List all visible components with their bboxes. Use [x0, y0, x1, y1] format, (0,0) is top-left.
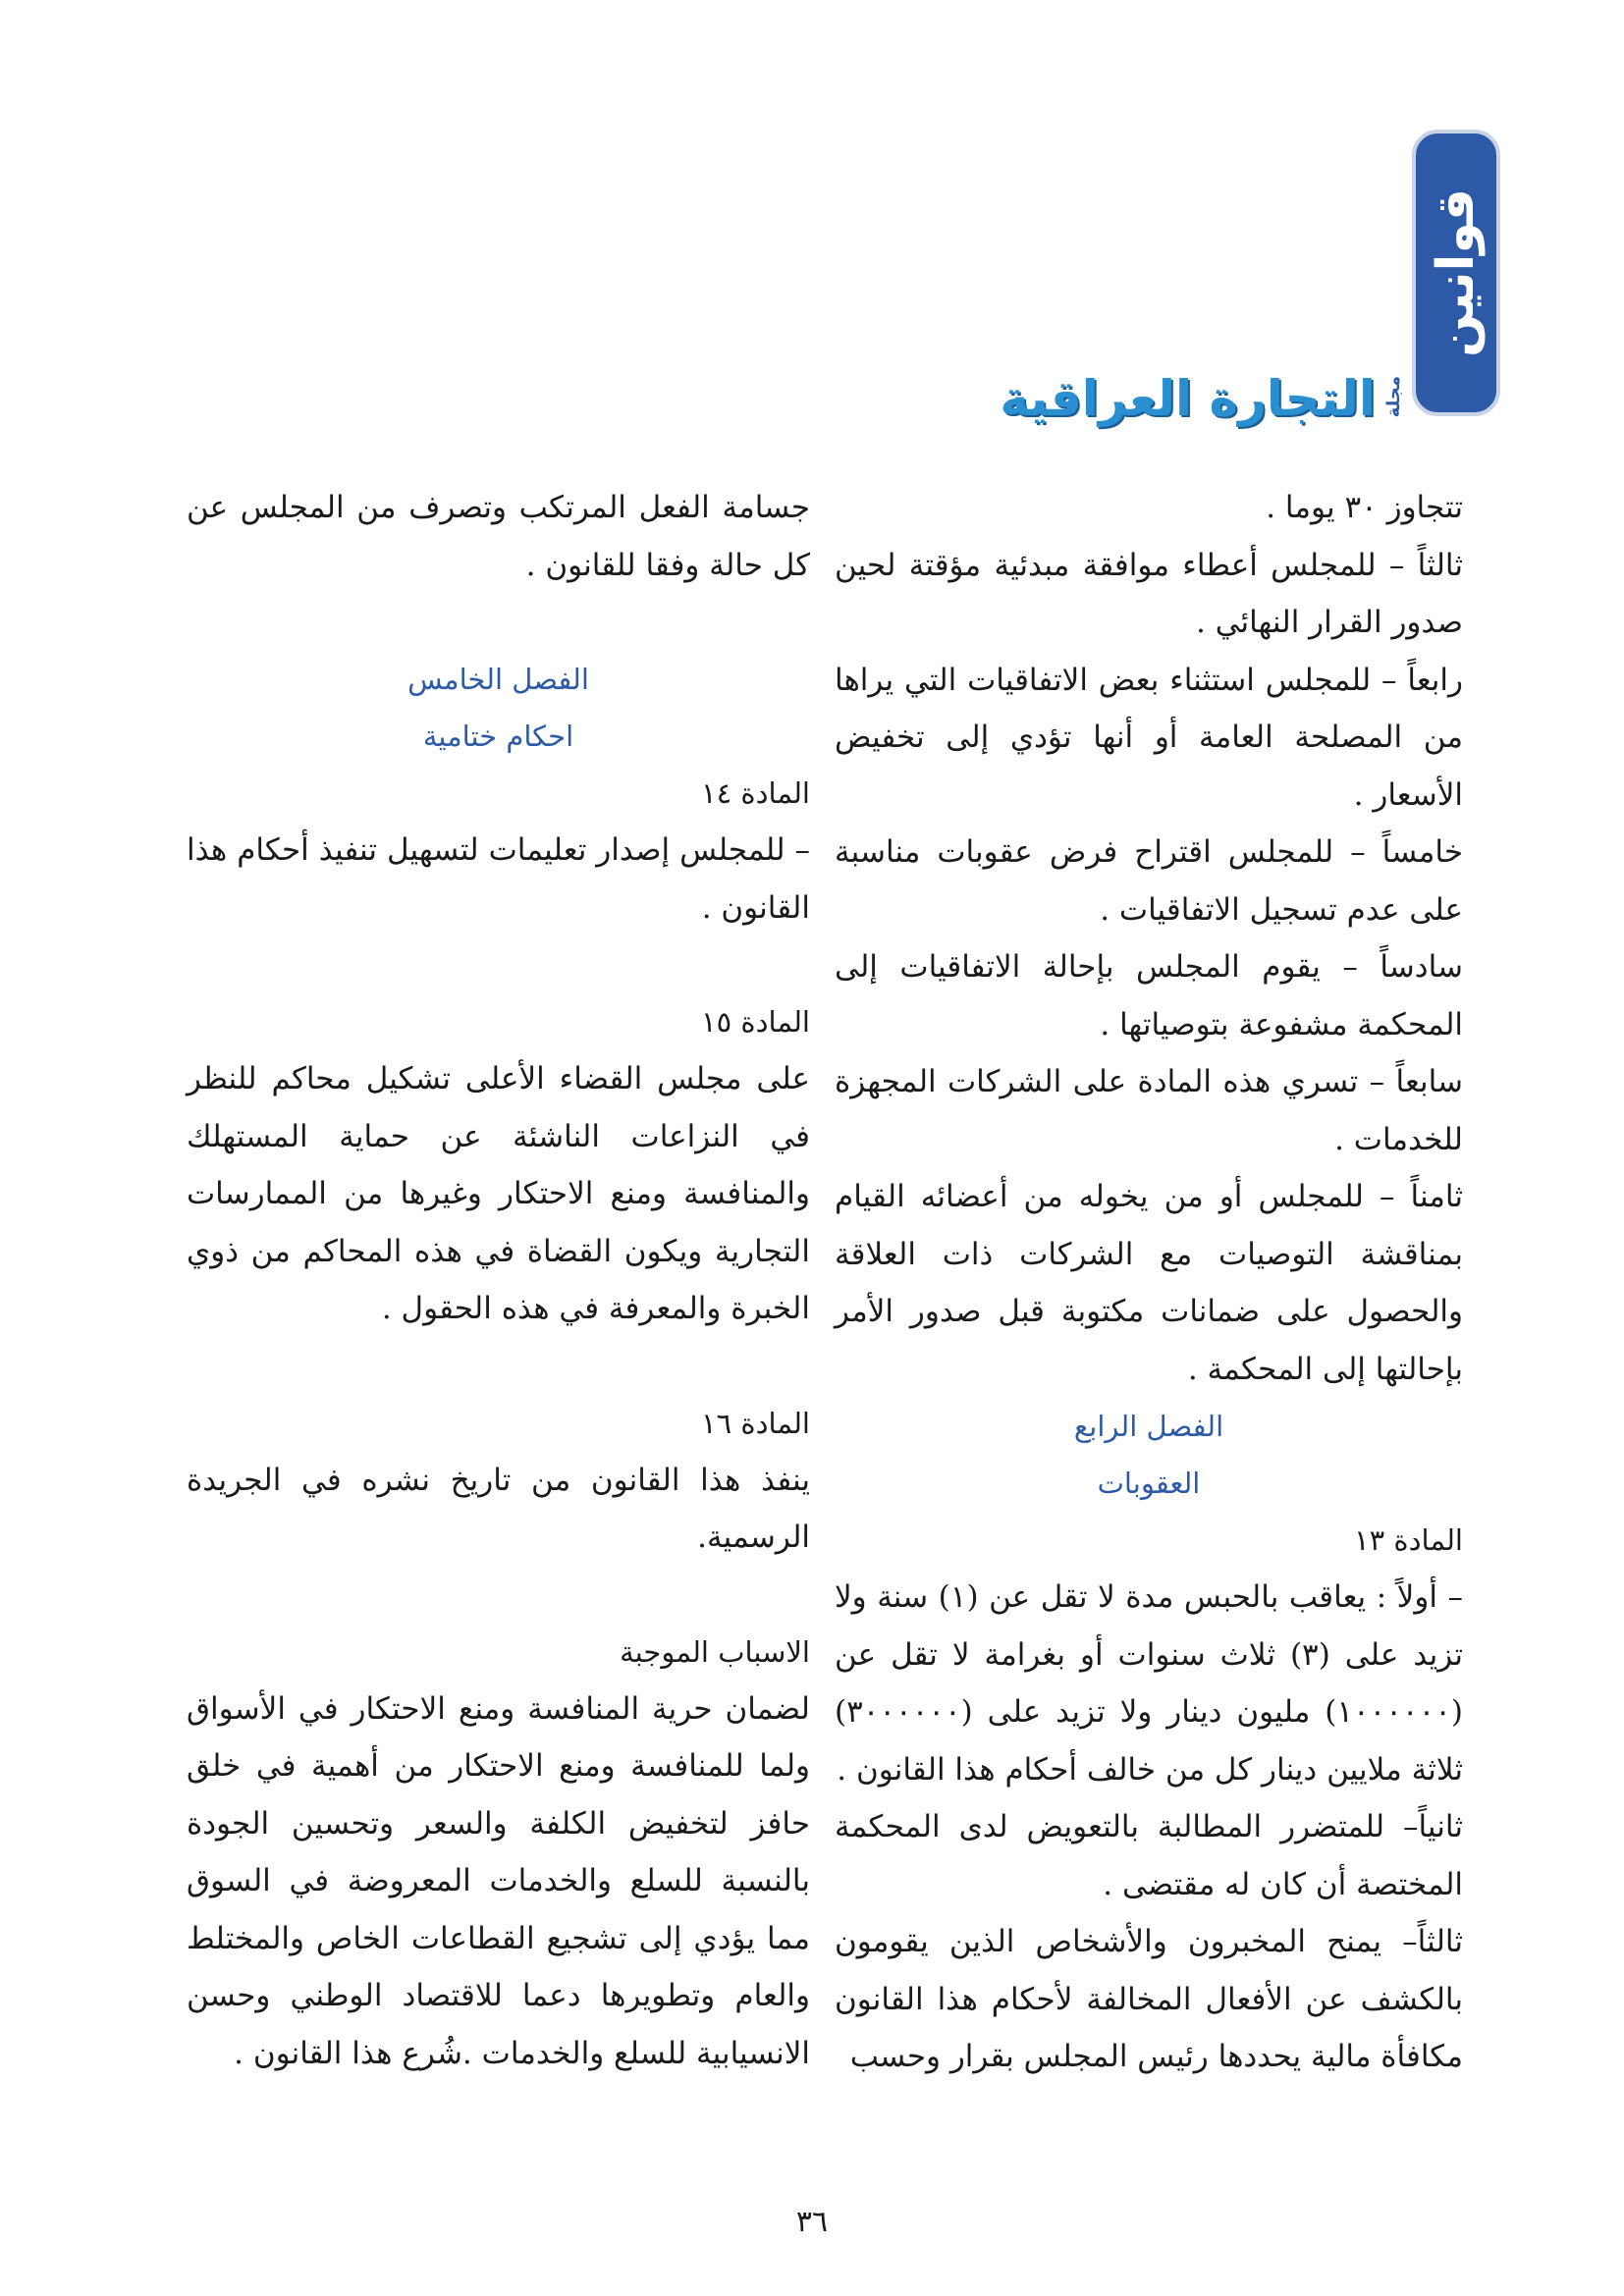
paragraph: ثامناً – للمجلس أو من يخوله من أعضائه القيام بمناقشة التوصيات مع الشركات ذات العلاقة والحصول على ضمانات مكتوبة قبل صدور الأمر بإحالتها إلى المحكمة . — [835, 1179, 1463, 1387]
paragraph: جسامة الفعل المرتكب وتصرف من المجلس عن كل حالة وفقا للقانون . — [187, 490, 810, 583]
article-heading: المادة ١٤ — [701, 776, 810, 810]
magazine-masthead — [1000, 348, 1404, 427]
paragraph: على مجلس القضاء الأعلى تشكيل محاكم للنظر في النزاعات الناشئة عن حماية المستهلك والمنافسة ومنع الاحتكار وغيرها من الممارسات التجارية ويكون القضاة في هذه المحاكم من ذوي الخبرة والمعرفة في هذه الحقول . — [187, 1061, 810, 1326]
paragraph: – للمجلس إصدار تعليمات لتسهيل تنفيذ أحكام هذا القانون . — [187, 832, 810, 926]
page-number: ٣٦ — [795, 2205, 829, 2239]
chapter-subtitle: العقوبات — [1097, 1467, 1201, 1500]
paragraph: رابعاً – للمجلس استثناء بعض الاتفاقيات التي يراها من المصلحة العامة أو أنها تؤدي إلى تخفيض الأسعار . — [835, 662, 1463, 813]
article-heading: المادة ١٦ — [701, 1406, 810, 1440]
paragraph: – أولاً : يعاقب بالحبس مدة لا تقل عن (١) سنة ولا تزيد على (٣) ثلاث سنوات أو بغرامة لا تقل عن (١٠٠٠٠٠٠) مليون دينار ولا تزيد على (٣٠٠٠٠٠٠) ثلاثة ملايين دينار كل من خالف أحكام هذا القانون . — [835, 1579, 1463, 1788]
paragraph: سادساً – يقوم المجلس بإحالة الاتفاقيات إلى المحكمة مشفوعة بتوصياتها . — [835, 949, 1463, 1042]
article-heading: المادة ١٥ — [701, 1005, 810, 1039]
paragraph: سابعاً – تسري هذه المادة على الشركات المجهزة للخدمات . — [835, 1064, 1463, 1157]
paragraph: تتجاوز ٣٠ يوما . — [1266, 490, 1463, 525]
paragraph: ثالثاً– يمنح المخبرون والأشخاص الذين يقومون بالكشف عن الأفعال المخالفة لأحكام هذا القانون مكافأة مالية يحددها رئيس المجلس بقرار وحسب — [835, 1924, 1463, 2074]
masthead-small-label: مجلة — [1383, 375, 1404, 417]
left-column — [187, 479, 810, 2082]
paragraph: ينفذ هذا القانون من تاريخ نشره في الجريدة الرسمية. — [187, 1462, 810, 1555]
paragraph: ثالثاً – للمجلس أعطاء موافقة مبدئية مؤقتة لحين صدور القرار النهائي . — [835, 547, 1463, 640]
paragraph: ثانياً– للمتضرر المطالبة بالتعويض لدى المحكمة المختصة أن كان له مقتضى . — [835, 1809, 1463, 1902]
chapter-title: الفصل الخامس — [407, 663, 589, 696]
masthead-title: التجارة العراقية — [1000, 370, 1376, 427]
section-tab-label: قوانين — [1427, 187, 1486, 358]
paragraph: خامساً – للمجلس اقتراح فرض عقوبات مناسبة على عدم تسجيل الاتفاقيات . — [835, 834, 1463, 928]
paragraph: لضمان حرية المنافسة ومنع الاحتكار في الأسواق ولما للمنافسة ومنع الاحتكار من أهمية في خلق حافز لتخفيض الكلفة والسعر وتحسين الجودة بالنسبة للسلع والخدمات المعروضة في السوق مما يؤدي إلى تشجيع القطاعات الخاص والمختلط والعام وتطويرها دعما للاقتصاد الوطني وحسن الانسيابية للسلع والخدمات .شُرع هذا القانون . — [187, 1690, 810, 2071]
right-column — [835, 479, 1463, 2086]
chapter-title: الفصل الرابع — [1073, 1410, 1224, 1443]
section-heading: الاسباب الموجبة — [620, 1634, 810, 1669]
chapter-subtitle: احكام ختامية — [422, 720, 574, 753]
section-tab — [1412, 130, 1500, 416]
article-heading: المادة ١٣ — [1354, 1523, 1463, 1557]
